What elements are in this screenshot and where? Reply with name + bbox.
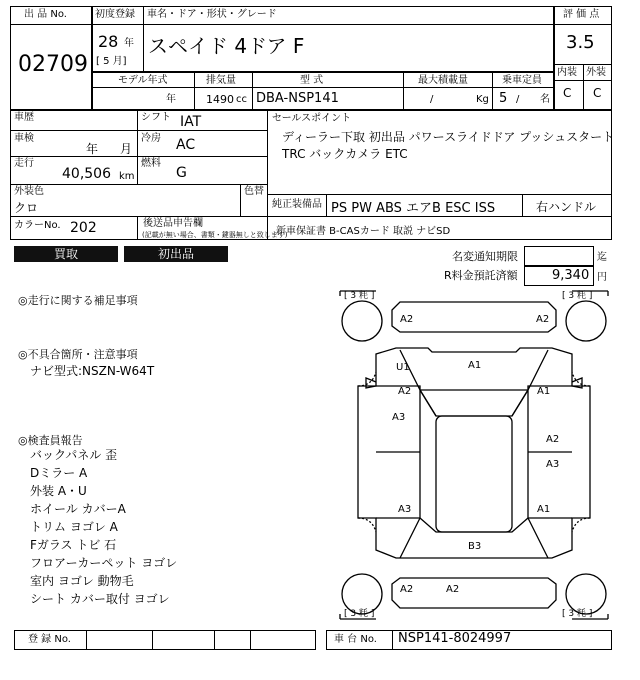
score-label: 評 価 点 <box>563 9 600 20</box>
yen-unit: 円 <box>597 272 607 283</box>
mileage-label: 走行 <box>14 158 34 169</box>
rear-left-arch <box>358 518 376 532</box>
color-number: 202 <box>70 220 97 236</box>
rear-panel-outline <box>400 518 548 558</box>
cc-unit: cc <box>236 94 247 105</box>
tire-depth-rear-right: [ 3 粍 ] <box>562 609 593 619</box>
capacity: 5 <box>499 91 508 106</box>
equipment: PS PW ABS エアB ESC ISS <box>331 201 496 216</box>
chassis-number-label: 車 台 No. <box>334 634 377 645</box>
damage-mark: A1 <box>537 504 551 515</box>
steering-side: 右ハンドル <box>536 200 597 214</box>
tire-depth-front-right: [ 3 粍 ] <box>562 291 593 301</box>
color-change-label: 色替 <box>244 186 264 197</box>
tire-front-left <box>342 301 382 341</box>
max-load-label: 最大積載量 <box>418 75 468 86</box>
sales-point-line2: TRC バックカメラ ETC <box>282 147 408 161</box>
first-registration-month: [ 5 月] <box>96 56 127 67</box>
car-name: スペイド 4ドア F <box>148 34 305 58</box>
tire-rear-left <box>342 574 382 614</box>
inspector-item: バックパネル 歪 <box>30 448 118 462</box>
recycle-label: R料金預託済額 <box>444 269 518 282</box>
name-change-unit: 迄 <box>597 252 607 263</box>
shift: IAT <box>180 114 202 130</box>
sales-point-label: セールスポイント <box>272 113 352 124</box>
post-report-label: 後送品申告欄 <box>143 218 203 229</box>
damage-mark: A2 <box>398 386 412 397</box>
damage-mark: A3 <box>392 412 406 423</box>
inspection-label: 車検 <box>14 133 34 144</box>
first-registration-year: 28 <box>98 32 119 51</box>
front-bumper-outline <box>392 302 556 332</box>
shift-label: シフト <box>141 112 171 123</box>
first-registration-label: 初度登録 <box>95 9 135 20</box>
history-label: 車歴 <box>14 112 34 123</box>
inspector-item: 外装 A・U <box>30 484 87 498</box>
tire-depth-rear-left: [ 3 粍 ] <box>344 609 375 619</box>
damage-mark: A2 <box>446 584 460 595</box>
damage-mark: A1 <box>537 386 551 397</box>
displacement: 1490 <box>206 93 234 106</box>
interior-grade: C <box>563 86 572 100</box>
model-year-unit: 年 <box>166 94 176 105</box>
rear-right-arch <box>572 518 590 532</box>
car-inspection-diagram <box>336 288 612 622</box>
name-change-label: 名変通知期限 <box>452 250 518 263</box>
inspection-year-unit: 年 <box>86 142 99 156</box>
inspector-item: ホイール カバーA <box>30 502 126 516</box>
lot-number: 02709 <box>18 52 88 77</box>
ac: AC <box>176 137 196 153</box>
model-code: DBA-NSP141 <box>256 91 339 106</box>
windshield-outline <box>420 390 528 416</box>
damage-mark: A3 <box>398 504 412 515</box>
inspector-item: 室内 ヨゴレ 動物毛 <box>30 574 134 588</box>
tire-depth-front-left: [ 3 粍 ] <box>344 291 375 301</box>
supplement-title: ◎走行に関する補足事項 <box>18 294 138 307</box>
body-outline <box>358 348 590 558</box>
equipment-label: 純正装備品 <box>272 199 322 210</box>
defect-title: ◎不具合箇所・注意事項 <box>18 348 138 361</box>
inspector-item: Fガラス トビ 石 <box>30 538 117 552</box>
inspector-item: Dミラー A <box>30 466 88 480</box>
tire-rear-right <box>566 574 606 614</box>
nav-model: ナビ型式:NSZN-W64T <box>30 364 155 378</box>
inspector-title: ◎検査員報告 <box>18 434 83 447</box>
chassis-number: NSP141-8024997 <box>398 631 512 646</box>
car-name-label: 車名・ドア・形状・グレード <box>147 9 277 20</box>
year-unit: 年 <box>124 38 134 49</box>
exterior-label: 外装 <box>586 67 606 78</box>
mileage: 40,506 <box>62 166 111 182</box>
damage-mark: A2 <box>536 314 550 325</box>
model-label: 型 式 <box>300 75 324 86</box>
color-number-label: カラーNo. <box>14 220 61 231</box>
capacity-unit: 名 <box>540 94 550 105</box>
inspector-item: トリム ヨゴレ A <box>30 520 118 534</box>
exterior-color-label: 外装色 <box>14 186 44 197</box>
damage-mark: B3 <box>468 541 482 552</box>
damage-mark: A2 <box>546 434 560 445</box>
name-change-box <box>524 246 594 266</box>
capacity-label: 乗車定員 <box>502 75 542 86</box>
damage-mark: A2 <box>400 314 414 325</box>
tire-front-right <box>566 301 606 341</box>
exterior-color: クロ <box>14 201 39 215</box>
post-report-note: (記載が無い場合、書類・鍵器無しと致します) <box>142 231 288 239</box>
ac-label: 冷房 <box>141 133 161 144</box>
exterior-grade: C <box>593 86 602 100</box>
fuel-label: 燃料 <box>141 158 161 169</box>
score-value: 3.5 <box>566 32 595 53</box>
inspector-item: フロアーカーペット ヨゴレ <box>30 556 178 570</box>
registration-number-label: 登 録 No. <box>28 634 71 645</box>
rear-bumper-outline <box>392 578 556 608</box>
model-year-label: モデル年式 <box>118 75 168 86</box>
max-load-slash: / <box>430 94 434 105</box>
damage-mark: A1 <box>468 360 482 371</box>
damage-mark: A3 <box>546 459 560 470</box>
inspection-month-unit: 月 <box>120 142 133 156</box>
roof-outline <box>436 416 512 532</box>
km-unit: km <box>119 171 135 182</box>
inspector-item: シート カバー取付 ヨゴレ <box>30 592 170 606</box>
recycle-amount: 9,340 <box>552 268 590 283</box>
lot-number-label: 出 品 No. <box>24 9 67 20</box>
kg-unit: Kg <box>476 94 489 105</box>
damage-mark: U1 <box>396 362 410 373</box>
fuel: G <box>176 165 187 181</box>
sales-point-line1: ディーラー下取 初出品 パワースライドドア プッシュスタート <box>282 130 615 144</box>
first-listing-bar: 初出品 <box>124 246 228 262</box>
capacity-slash: / <box>516 94 520 105</box>
interior-label: 内装 <box>557 67 577 78</box>
warranty-items: 新車保証書 B-CASカード 取説 ナビSD <box>276 226 451 237</box>
damage-mark: A2 <box>400 584 414 595</box>
purchase-bar: 買取 <box>14 246 118 262</box>
displacement-label: 排気量 <box>206 75 236 86</box>
